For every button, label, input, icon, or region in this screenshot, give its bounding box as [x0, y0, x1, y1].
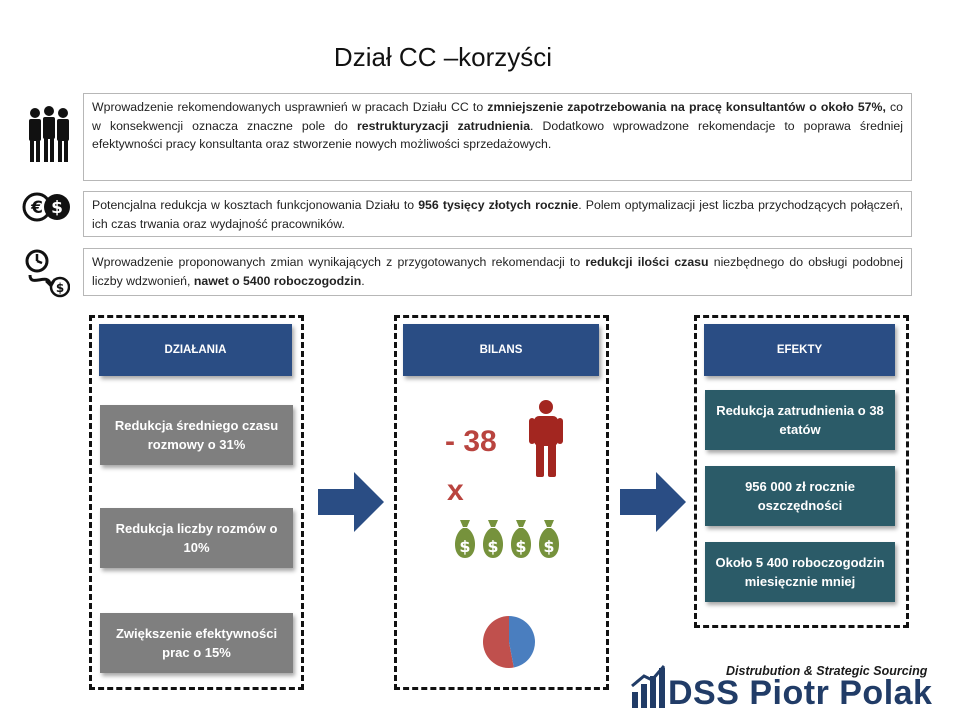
- info-segment: Wprowadzenie rekomendowanych usprawnień w pracach Działu CC to: [92, 100, 488, 114]
- info-segment: co w konsekwencji oznacza znaczne pole do: [92, 100, 903, 133]
- arrow-right-icon: [620, 472, 688, 532]
- info-text-3: [92, 255, 903, 288]
- info-segment: niezbędnego do obsługi podobnej liczby wdzwonień,: [92, 255, 903, 288]
- brand-name: DSS Piotr Polak: [668, 674, 933, 712]
- effect-card-savings: 956 000 zł rocznie oszczędności: [705, 466, 895, 526]
- info-segment: restrukturyzacji zatrudnienia: [356, 118, 531, 133]
- info-segment: . Polem optymalizacji jest liczba przychodzących połączeń, ich czas trwania oraz wydajność pracowników.: [92, 198, 904, 231]
- bilans-header: BILANS: [403, 324, 599, 376]
- time-money-icon: [24, 248, 70, 298]
- info-segment: Potencjalna redukcja w kosztach funkcjonowania Działu to: [92, 198, 419, 212]
- info-segment: zmniejszenie zapotrzebowania na pracę konsultantów o około 57%,: [487, 100, 886, 114]
- info-segment: nawet o 5400 roboczogodzin: [193, 273, 362, 288]
- info-segment: redukcji ilości czasu: [585, 255, 709, 269]
- dzialania-header: DZIAŁANIA: [99, 324, 292, 376]
- bar-chart-logo-icon: [630, 662, 666, 710]
- info-segment: 956 tysięcy złotych rocznie: [418, 198, 579, 212]
- arrow-right-icon: [318, 472, 386, 532]
- svg-text:$: $: [55, 281, 65, 295]
- svg-text:$: $: [51, 198, 63, 218]
- svg-text:€: €: [31, 198, 43, 218]
- info-text-1: [92, 100, 903, 151]
- brand-tagline: Distrubution & Strategic Sourcing: [726, 664, 928, 678]
- efekty-header: EFEKTY: [704, 324, 895, 376]
- pie-slice-blue: [509, 616, 535, 668]
- info-text-2: [92, 198, 903, 231]
- info-box-time: [83, 248, 912, 296]
- info-segment: .: [361, 273, 365, 288]
- pie-chart: [482, 615, 536, 669]
- effect-card-headcount: Redukcja zatrudnienia o 38 etatów: [705, 390, 895, 450]
- page-title: Dział CC –korzyści: [333, 42, 553, 72]
- person-icon: [528, 399, 564, 479]
- info-box-restructuring: [83, 93, 912, 181]
- action-card-call-time: Redukcja średniego czasu rozmowy o 31%: [100, 405, 293, 465]
- info-box-costs: [83, 191, 912, 237]
- effect-card-hours: Około 5 400 roboczogodzin miesięcznie mniej: [705, 542, 895, 602]
- people-group-icon: [26, 106, 72, 164]
- headcount-delta: - 38: [445, 425, 497, 458]
- info-segment: . Dodatkowo wprowadzone rekomendacje to poprawa średniej efektywności pracy konsultanta oraz stworzenie nowych możliwości sprzedażowych.: [92, 118, 903, 152]
- action-card-efficiency: Zwiększenie efektywności prac o 15%: [100, 613, 293, 673]
- euro-dollar-icon: [22, 191, 72, 223]
- money-bags-icon: [452, 518, 564, 560]
- info-segment: Wprowadzenie proponowanych zmian wynikających z przygotowanych rekomendacji to: [92, 255, 586, 269]
- action-card-call-count: Redukcja liczby rozmów o 10%: [100, 508, 293, 568]
- multiplier-sign: x: [447, 474, 464, 507]
